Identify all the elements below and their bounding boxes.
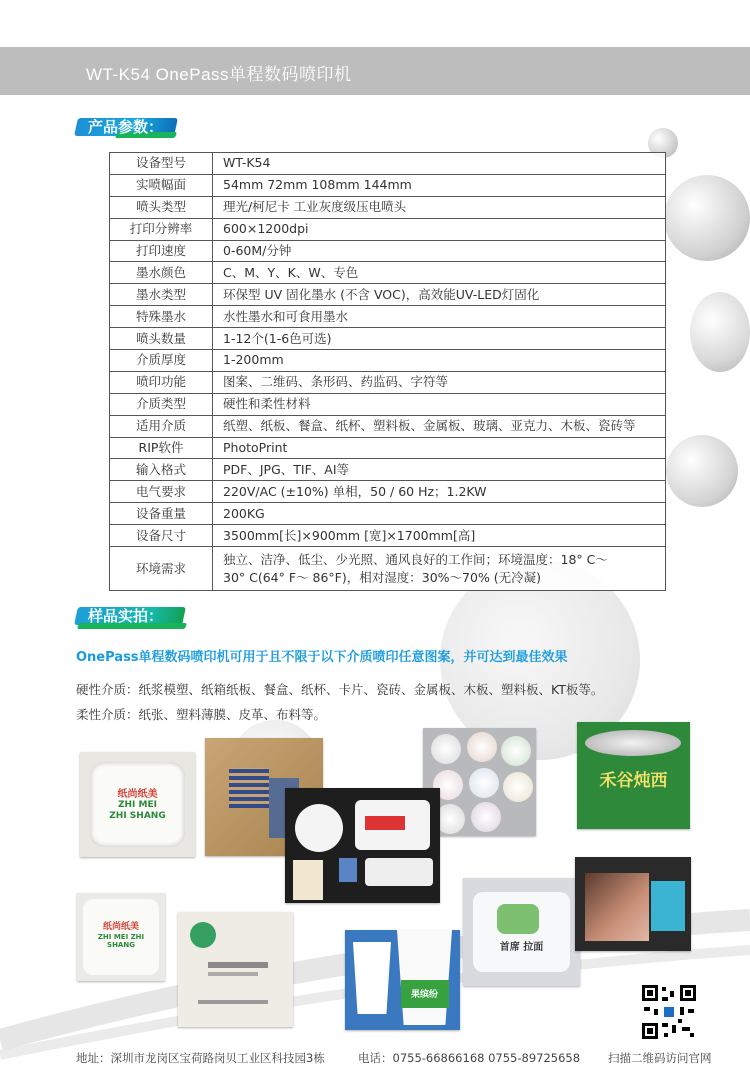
spec-key: 打印速度 bbox=[110, 240, 213, 262]
spec-row bbox=[110, 196, 666, 218]
soft-media-text: 柔性介质：纸张、塑料薄膜、皮革、布料等。 bbox=[76, 707, 327, 722]
spec-row bbox=[110, 240, 666, 262]
sample-heading-text: 样品实拍： bbox=[88, 607, 164, 625]
sample-photo-portrait-tile bbox=[575, 857, 691, 951]
spec-row bbox=[110, 525, 666, 547]
photo-can-text: 禾谷炖西 bbox=[599, 771, 668, 791]
spec-key: 设备重量 bbox=[110, 503, 213, 525]
sample-photo-metal-can bbox=[577, 722, 690, 829]
spec-value: 600×1200dpi bbox=[213, 218, 666, 240]
spec-heading-text: 产品参数： bbox=[88, 118, 164, 136]
spec-key: 墨水类型 bbox=[110, 284, 213, 306]
spec-key: 喷头数量 bbox=[110, 328, 213, 350]
sample-photo-pulp-tray-2 bbox=[77, 893, 165, 981]
spec-row bbox=[110, 393, 666, 415]
spec-row bbox=[110, 328, 666, 350]
spec-table bbox=[109, 152, 666, 591]
photo-brand-text: 纸尚纸美 bbox=[117, 789, 158, 800]
spec-value: PDF、JPG、TIF、AI等 bbox=[213, 459, 666, 481]
spec-row bbox=[110, 174, 666, 196]
spec-value: 硬性和柔性材料 bbox=[213, 393, 666, 415]
photo-brand-en: ZHI MEI bbox=[118, 800, 157, 810]
globe-decoration bbox=[666, 435, 738, 507]
spec-key: 特殊墨水 bbox=[110, 306, 213, 328]
sample-lead-text: OnePass单程数码喷印机可用于且不限于以下介质喷印任意图案，并可达到最佳效果 bbox=[76, 650, 568, 665]
spec-key: 电气要求 bbox=[110, 481, 213, 503]
spec-row bbox=[110, 503, 666, 525]
spec-row bbox=[110, 459, 666, 481]
spec-row bbox=[110, 262, 666, 284]
qr-code-print bbox=[229, 768, 269, 808]
spec-value: 0-60M/分钟 bbox=[213, 240, 666, 262]
globe-decoration bbox=[664, 175, 750, 261]
spec-value: 54mm 72mm 108mm 144mm bbox=[213, 174, 666, 196]
spec-value: 3500mm[长]×900mm [宽]×1700mm[高] bbox=[213, 525, 666, 547]
spec-row bbox=[110, 371, 666, 393]
page-title: WT-K54 OnePass单程数码喷印机 bbox=[86, 65, 352, 84]
spec-value-line: 30° C(64° F～ 86°F)，相对湿度：30%～70% (无冷凝) bbox=[223, 569, 542, 585]
photo-brand-text: 纸尚纸美 bbox=[102, 922, 139, 932]
spec-value: PhotoPrint bbox=[213, 437, 666, 459]
spec-key: 墨水颜色 bbox=[110, 262, 213, 284]
sample-photo-plates-display bbox=[285, 788, 440, 903]
spec-key: 设备型号 bbox=[110, 153, 213, 175]
photo-cup-text: 果缤纷 bbox=[410, 990, 438, 1000]
spec-section-heading bbox=[76, 114, 186, 140]
globe-decoration bbox=[690, 292, 750, 372]
spec-row bbox=[110, 218, 666, 240]
spec-value: 1-200mm bbox=[213, 350, 666, 372]
spec-row bbox=[110, 306, 666, 328]
spec-row bbox=[110, 481, 666, 503]
spec-key: 喷头类型 bbox=[110, 196, 213, 218]
spec-key: 输入格式 bbox=[110, 459, 213, 481]
hard-media-text: 硬性介质：纸浆模塑、纸箱纸板、餐盒、纸杯、卡片、瓷砖、金属板、木板、塑料板、KT板等。 bbox=[76, 682, 604, 697]
photo-lid-text: 首席 拉面 bbox=[499, 942, 544, 953]
sample-section-heading bbox=[76, 603, 191, 629]
spec-key: 环境需求 bbox=[110, 547, 213, 591]
spec-row-environment bbox=[110, 547, 666, 591]
spec-value: 图案、二维码、条形码、药监码、字符等 bbox=[213, 371, 666, 393]
spec-key: 介质厚度 bbox=[110, 350, 213, 372]
spec-key: RIP软件 bbox=[110, 437, 213, 459]
sample-photo-paperboard bbox=[178, 912, 293, 1027]
spec-key: 设备尺寸 bbox=[110, 525, 213, 547]
spec-row bbox=[110, 437, 666, 459]
qr-code[interactable] bbox=[640, 983, 698, 1041]
spec-row bbox=[110, 350, 666, 372]
sample-photo-plastic-lid bbox=[463, 878, 580, 986]
spec-row bbox=[110, 415, 666, 437]
footer-address: 地址：深圳市龙岗区宝荷路岗贝工业区科技园3栋 bbox=[76, 1051, 325, 1065]
photo-brand-en: ZHI MEI ZHI SHANG bbox=[97, 933, 145, 949]
spec-key: 实喷幅面 bbox=[110, 174, 213, 196]
spec-value: C、M、Y、K、W、专色 bbox=[213, 262, 666, 284]
spec-value: 理光/柯尼卡 工业灰度级压电喷头 bbox=[213, 196, 666, 218]
spec-key: 打印分辨率 bbox=[110, 218, 213, 240]
sample-photo-paper-cups bbox=[345, 930, 460, 1030]
photo-brand-en: ZHI SHANG bbox=[109, 811, 166, 821]
qr-code-icon bbox=[640, 983, 698, 1041]
spec-value: 水性墨水和可食用墨水 bbox=[213, 306, 666, 328]
spec-value-line: 独立、洁净、低尘、少光照、通风良好的工作间；环境温度：18° C～ bbox=[223, 551, 608, 567]
footer-phone: 电话：0755-66866168 0755-89725658 bbox=[358, 1051, 581, 1065]
spec-value bbox=[213, 547, 666, 591]
spec-key: 喷印功能 bbox=[110, 371, 213, 393]
spec-value: 环保型 UV 固化墨水 (不含 VOC)，高效能UV-LED灯固化 bbox=[213, 284, 666, 306]
spec-value: 纸塑、纸板、餐盒、纸杯、塑料板、金属板、玻璃、亚克力、木板、瓷砖等 bbox=[213, 415, 666, 437]
spec-value: 220V/AC (±10%) 单相，50 / 60 Hz；1.2KW bbox=[213, 481, 666, 503]
sample-photo-pulp-tray bbox=[80, 752, 195, 857]
spec-row bbox=[110, 284, 666, 306]
spec-value: WT-K54 bbox=[213, 153, 666, 175]
qr-caption: 扫描二维码访问官网 bbox=[608, 1051, 712, 1065]
spec-value: 200KG bbox=[213, 503, 666, 525]
spec-key: 介质类型 bbox=[110, 393, 213, 415]
spec-value: 1-12个(1-6色可选) bbox=[213, 328, 666, 350]
spec-row bbox=[110, 153, 666, 175]
spec-key: 适用介质 bbox=[110, 415, 213, 437]
